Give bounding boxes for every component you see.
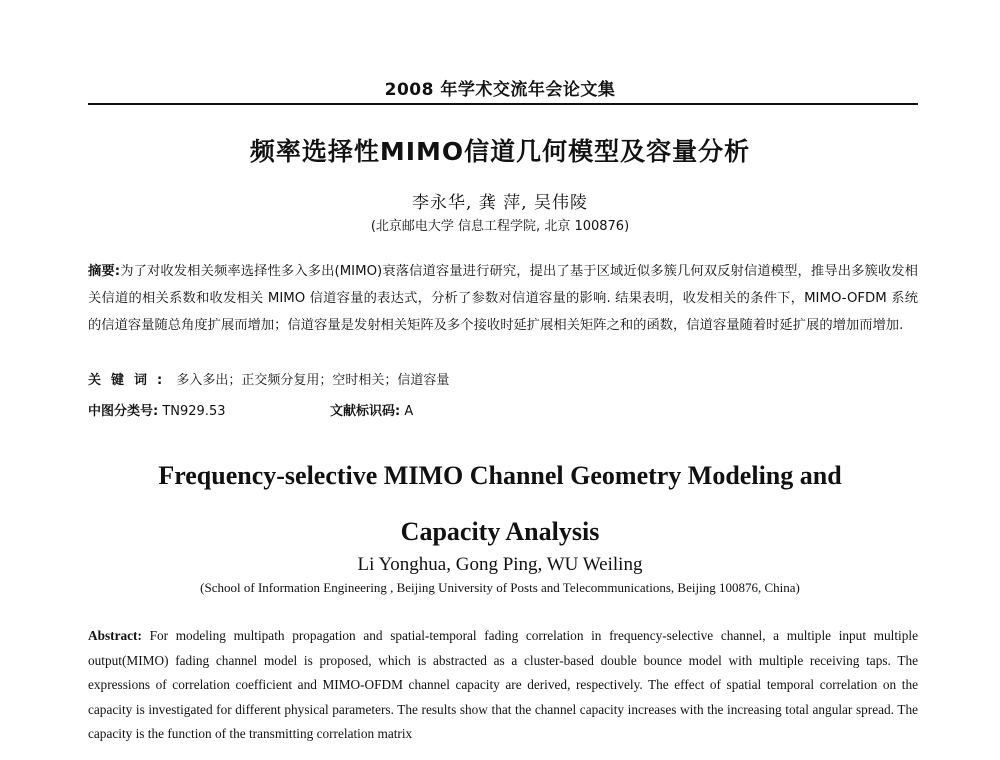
english-abstract — [88, 624, 918, 747]
clc-label: 中图分类号: — [88, 404, 159, 419]
running-header: 2008 年学术交流年会论文集 — [384, 80, 616, 100]
english-abstract-label: Abstract: — [88, 628, 142, 643]
clc-value: TN929.53 — [162, 404, 226, 419]
chinese-abstract-text: 为了对收发相关频率选择性多入多出(MIMO)衰落信道容量进行研究，提出了基于区域近似多簇几何双反射信道模型，推导出多簇收发相关信道的相关系数和收发相关 MIMO 信道容量的表达式，分析了参数对信道容量的影响. 结果表明，收发相关的条件下，MIMO-OFDM 系统的信道容量随总角度扩展而增加；信道容量是发射相关矩阵及多个接收时延扩展相关矩阵之和的函数，信道容量随着时延扩展的增加而增加. — [88, 264, 918, 333]
header-rule — [88, 103, 918, 105]
chinese-title: 频率选择性MIMO信道几何模型及容量分析 — [249, 137, 751, 166]
chinese-affiliation: (北京邮电大学 信息工程学院, 北京 100876) — [370, 219, 630, 234]
english-authors: Li Yonghua, Gong Ping, WU Weiling — [357, 554, 643, 575]
docid-value: A — [404, 404, 414, 419]
chinese-classification — [88, 400, 918, 419]
document-code — [330, 400, 413, 419]
chinese-keywords-label: 关键词: — [88, 373, 173, 388]
english-title-line-2: Capacity Analysis — [400, 517, 600, 546]
english-title — [0, 448, 1000, 560]
english-abstract-text: For modeling multipath propagation and spatial-temporal fading correlation in frequency-selective channel, a multiple input multiple output(MIMO) fading channel model is proposed, which is abstracted as a cluster-based double bounce model with multiple receiving taps. The expressions of correlation coefficient and MIMO-OFDM channel capacity are derived, respectively. The effect of spatial temporal correlation on the capacity is investigated for different physical parameters. The results show that the channel capacity increases with the increasing total angular spread. The capacity is the function of the transmitting correlation matrix — [88, 628, 918, 741]
english-title-line-1: Frequency-selective MIMO Channel Geometry Modeling and — [158, 461, 842, 490]
chinese-authors: 李永华, 龚 萍, 吴伟陵 — [411, 193, 589, 213]
chinese-keywords — [88, 369, 918, 388]
english-affiliation: (School of Information Engineering , Beijing University of Posts and Telecommunications, Beijing 100876, China) — [200, 580, 800, 595]
docid-label: 文献标识码: — [330, 404, 401, 419]
chinese-keywords-text: 多入多出；正交频分复用；空时相关；信道容量 — [176, 373, 450, 388]
chinese-abstract — [88, 258, 918, 339]
clc-number — [88, 404, 226, 419]
chinese-abstract-label: 摘要: — [88, 264, 121, 279]
